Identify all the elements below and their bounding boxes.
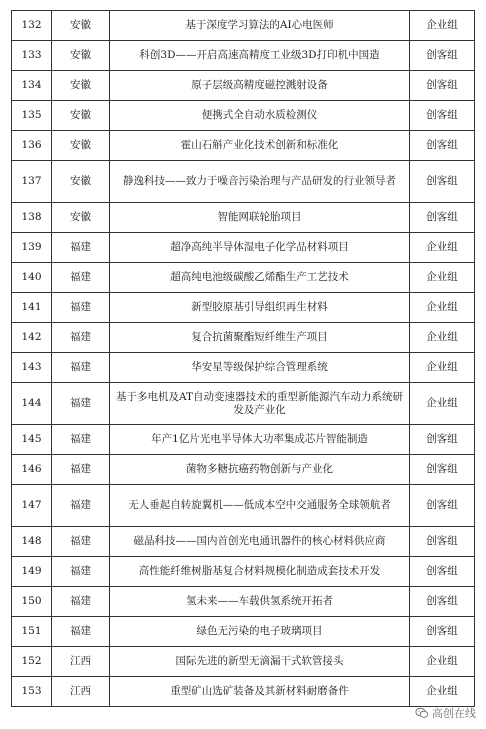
- row-group: 企业组: [410, 647, 475, 677]
- table-row: [12, 71, 475, 101]
- row-project-name: 国际先进的新型无滴漏干式软管接头: [110, 647, 410, 677]
- row-group: 企业组: [410, 677, 475, 707]
- row-province: 福建: [52, 527, 110, 557]
- row-province: 江西: [52, 677, 110, 707]
- row-number: 147: [12, 485, 52, 527]
- row-group: 创客组: [410, 425, 475, 455]
- row-project-name: 智能网联轮胎项目: [110, 203, 410, 233]
- table-row: [12, 161, 475, 203]
- row-province: 福建: [52, 587, 110, 617]
- row-group: 创客组: [410, 587, 475, 617]
- watermark-text: 高创在线: [432, 707, 476, 720]
- row-project-name: 基于多电机及AT自动变速器技术的重型新能源汽车动力系统研发及产业化: [110, 383, 410, 425]
- row-group: 创客组: [410, 485, 475, 527]
- row-group: 企业组: [410, 233, 475, 263]
- row-number: 151: [12, 617, 52, 647]
- row-province: 安徽: [52, 161, 110, 203]
- row-group: 创客组: [410, 101, 475, 131]
- table-row: [12, 203, 475, 233]
- row-group: 创客组: [410, 527, 475, 557]
- row-province: 福建: [52, 557, 110, 587]
- table-row: [12, 11, 475, 41]
- row-project-name: 磁晶科技——国内首创光电通讯器件的核心材料供应商: [110, 527, 410, 557]
- row-number: 136: [12, 131, 52, 161]
- row-number: 150: [12, 587, 52, 617]
- row-province: 福建: [52, 485, 110, 527]
- row-province: 福建: [52, 353, 110, 383]
- watermark: [415, 705, 476, 721]
- row-province: 安徽: [52, 11, 110, 41]
- row-group: 创客组: [410, 203, 475, 233]
- row-group: 企业组: [410, 323, 475, 353]
- row-province: 安徽: [52, 101, 110, 131]
- row-number: 153: [12, 677, 52, 707]
- row-number: 149: [12, 557, 52, 587]
- row-number: 152: [12, 647, 52, 677]
- row-number: 140: [12, 263, 52, 293]
- row-group: 企业组: [410, 383, 475, 425]
- row-group: 企业组: [410, 11, 475, 41]
- row-group: 创客组: [410, 557, 475, 587]
- row-project-name: 氢未来——车载供氢系统开拓者: [110, 587, 410, 617]
- row-project-name: 重型矿山选矿装备及其新材料耐磨备件: [110, 677, 410, 707]
- row-group: 企业组: [410, 353, 475, 383]
- row-province: 福建: [52, 263, 110, 293]
- table-row: [12, 485, 475, 527]
- table-row: [12, 293, 475, 323]
- row-project-name: 复合抗菌聚酯短纤维生产项目: [110, 323, 410, 353]
- row-province: 福建: [52, 293, 110, 323]
- row-project-name: 无人垂起自转旋翼机——低成本空中交通服务全球领航者: [110, 485, 410, 527]
- row-project-name: 超净高纯半导体湿电子化学品材料项目: [110, 233, 410, 263]
- row-project-name: 霍山石斛产业化技术创新和标准化: [110, 131, 410, 161]
- row-province: 福建: [52, 323, 110, 353]
- row-number: 133: [12, 41, 52, 71]
- table-row: [12, 263, 475, 293]
- row-project-name: 高性能纤维树脂基复合材料规模化制造成套技术开发: [110, 557, 410, 587]
- row-group: 创客组: [410, 161, 475, 203]
- table-row: [12, 647, 475, 677]
- row-number: 141: [12, 293, 52, 323]
- row-group: 创客组: [410, 71, 475, 101]
- row-group: 企业组: [410, 293, 475, 323]
- row-number: 144: [12, 383, 52, 425]
- row-province: 安徽: [52, 131, 110, 161]
- table-row: [12, 527, 475, 557]
- row-number: 143: [12, 353, 52, 383]
- table-row: [12, 677, 475, 707]
- table-row: [12, 425, 475, 455]
- row-group: 创客组: [410, 41, 475, 71]
- row-province: 安徽: [52, 203, 110, 233]
- row-group: 企业组: [410, 263, 475, 293]
- row-number: 146: [12, 455, 52, 485]
- row-province: 福建: [52, 233, 110, 263]
- wechat-icon: [415, 706, 429, 720]
- table-row: [12, 353, 475, 383]
- row-number: 137: [12, 161, 52, 203]
- table-body: [12, 11, 475, 707]
- row-group: 创客组: [410, 455, 475, 485]
- row-project-name: 菌物多糖抗癌药物创新与产业化: [110, 455, 410, 485]
- table-row: [12, 455, 475, 485]
- row-project-name: 新型胶原基引导组织再生材料: [110, 293, 410, 323]
- row-project-name: 华安星等级保护综合管理系统: [110, 353, 410, 383]
- row-province: 江西: [52, 647, 110, 677]
- table-row: [12, 557, 475, 587]
- row-province: 安徽: [52, 71, 110, 101]
- row-province: 安徽: [52, 41, 110, 71]
- project-table: [11, 10, 475, 707]
- row-number: 145: [12, 425, 52, 455]
- table-row: [12, 233, 475, 263]
- row-number: 139: [12, 233, 52, 263]
- row-province: 福建: [52, 425, 110, 455]
- row-project-name: 绿色无污染的电子玻璃项目: [110, 617, 410, 647]
- row-group: 创客组: [410, 131, 475, 161]
- table-row: [12, 383, 475, 425]
- row-province: 福建: [52, 383, 110, 425]
- row-number: 148: [12, 527, 52, 557]
- row-province: 福建: [52, 617, 110, 647]
- table-row: [12, 131, 475, 161]
- table-row: [12, 587, 475, 617]
- row-project-name: 便携式全自动水质检测仪: [110, 101, 410, 131]
- row-number: 134: [12, 71, 52, 101]
- row-project-name: 超高纯电池级碳酸乙烯酯生产工艺技术: [110, 263, 410, 293]
- table-row: [12, 41, 475, 71]
- row-project-name: 科创3D——开启高速高精度工业级3D打印机中国造: [110, 41, 410, 71]
- row-number: 142: [12, 323, 52, 353]
- table-row: [12, 323, 475, 353]
- row-project-name: 原子层级高精度磁控溅射设备: [110, 71, 410, 101]
- row-project-name: 静逸科技——致力于噪音污染治理与产品研发的行业领导者: [110, 161, 410, 203]
- row-group: 创客组: [410, 617, 475, 647]
- row-project-name: 基于深度学习算法的AI心电医师: [110, 11, 410, 41]
- row-number: 135: [12, 101, 52, 131]
- row-number: 138: [12, 203, 52, 233]
- table-row: [12, 101, 475, 131]
- row-project-name: 年产1亿片光电半导体大功率集成芯片智能制造: [110, 425, 410, 455]
- row-number: 132: [12, 11, 52, 41]
- table-row: [12, 617, 475, 647]
- row-province: 福建: [52, 455, 110, 485]
